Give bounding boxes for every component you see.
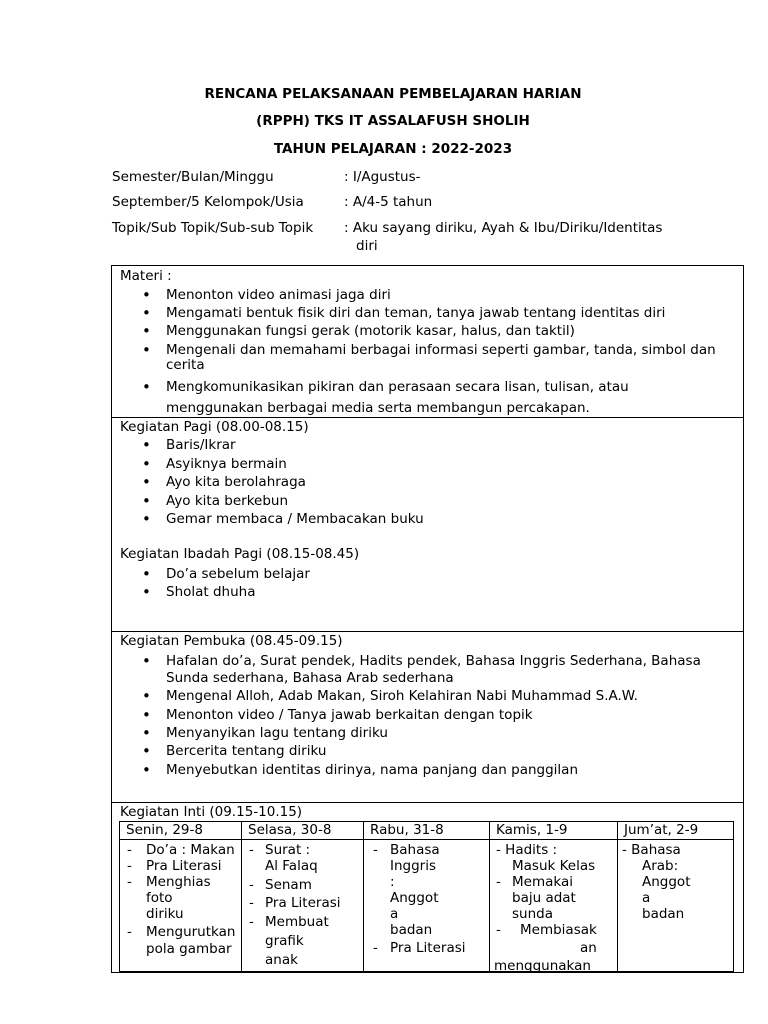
activity-text: menggunakan (494, 958, 591, 974)
activity-text: anak (265, 952, 298, 968)
activity-text: Do’a : Makan (146, 842, 235, 858)
inti-title: Kegiatan Inti (09.15-10.15) (120, 804, 303, 820)
dash: - (496, 922, 501, 938)
activity-text: Pra Literasi (146, 858, 222, 874)
dash: - (249, 842, 254, 858)
activity-text: Mengurutkan (146, 924, 236, 940)
list-item-cont: cerita (166, 357, 205, 373)
list-item: • Menonton video / Tanya jawab berkaitan dengan topik (166, 707, 743, 724)
activity-text: Membuat (265, 914, 329, 930)
materi-section (111, 265, 744, 418)
cell-senin (120, 840, 242, 972)
list-item: • Mengamati bentuk fisik diri dan teman, tanya jawab tentang identitas diri (166, 305, 743, 322)
dash: - (127, 842, 132, 858)
school-title: (RPPH) TKS IT ASSALAFUSH SHOLIH (256, 113, 530, 129)
meta-label-topik: Topik/Sub Topik/Sub-sub Topik (112, 220, 314, 236)
list-item: • Baris/Ikrar (166, 437, 743, 454)
dash: - (127, 874, 132, 890)
cell-rabu (364, 840, 490, 972)
meta-label-semester: Semester/Bulan/Minggu (112, 169, 274, 185)
day-header-senin: Senin, 29-8 (120, 822, 242, 840)
activity-text: diriku (146, 906, 184, 922)
table-row (120, 840, 734, 972)
pembuka-title: Kegiatan Pembuka (08.45-09.15) (120, 633, 343, 649)
dash: - (249, 895, 254, 911)
dash: - (127, 924, 132, 940)
activity-text: Anggot (642, 874, 691, 890)
pembuka-section (111, 631, 744, 803)
dash: - (249, 914, 254, 930)
activity-text: badan (642, 906, 685, 922)
dash: - (373, 940, 378, 956)
day-header-rabu: Rabu, 31-8 (364, 822, 490, 840)
activity-text: : (390, 874, 395, 890)
activity-text: Pra Literasi (265, 895, 341, 911)
activity-text: Membiasak (520, 922, 597, 938)
list-item: • Mengenali dan memahami berbagai informasi seperti gambar, tanda, simbol dan (166, 342, 743, 359)
list-item: • Sholat dhuha (166, 584, 743, 601)
dash: - (249, 877, 254, 893)
list-item: • Do’a sebelum belajar (166, 566, 743, 583)
activity-text: grafik (265, 933, 304, 949)
list-item: • Ayo kita berkebun (166, 493, 743, 510)
cell-jumat (618, 840, 734, 972)
activity-text: Anggot (390, 890, 439, 906)
cell-selasa (242, 840, 364, 972)
activity-text: - Bahasa (622, 842, 681, 858)
ibadah-title: Kegiatan Ibadah Pagi (08.15-08.45) (120, 546, 360, 562)
document-title: RENCANA PELAKSANAAN PEMBELAJARAN HARIAN (204, 86, 582, 102)
activity-text: Arab: (642, 858, 679, 874)
activity-text: sunda (512, 906, 553, 922)
list-item: • Asyiknya bermain (166, 456, 743, 473)
list-item: • Ayo kita berolahraga (166, 474, 743, 491)
weekly-schedule-table (119, 821, 734, 972)
meta-value-topik: : Aku sayang diriku, Ayah & Ibu/Diriku/Identitas (344, 220, 663, 236)
cell-kamis (490, 840, 618, 972)
pagi-section (111, 417, 744, 632)
activity-text: badan (390, 922, 433, 938)
pagi-title: Kegiatan Pagi (08.00-08.15) (120, 419, 309, 435)
activity-text: Inggris (390, 858, 437, 874)
activity-text: foto (146, 890, 173, 906)
day-header-selasa: Selasa, 30-8 (242, 822, 364, 840)
dash: - (373, 842, 378, 858)
day-header-kamis: Kamis, 1-9 (490, 822, 618, 840)
table-header-row (120, 822, 734, 840)
activity-text: Surat : (265, 842, 311, 858)
activity-text: pola gambar (146, 941, 232, 957)
activity-text: baju adat (512, 890, 576, 906)
academic-year: TAHUN PELAJARAN : 2022-2023 (273, 141, 513, 157)
activity-text: Masuk Kelas (512, 858, 596, 874)
dash: - (496, 874, 501, 890)
meta-label-kelompok: September/5 Kelompok/Usia (112, 194, 304, 210)
activity-text: Pra Literasi (390, 940, 466, 956)
list-item: • Menonton video animasi jaga diri (166, 287, 743, 304)
activity-text: an (580, 940, 597, 956)
list-item: • Mengenal Alloh, Adab Makan, Siroh Kelahiran Nabi Muhammad S.A.W. (166, 688, 743, 705)
activity-text: Al Falaq (265, 858, 318, 874)
activity-text: - Hadits : (496, 842, 558, 858)
meta-value-kelompok: : A/4-5 tahun (344, 194, 433, 210)
list-item: • Gemar membaca / Membacakan buku (166, 511, 743, 528)
dash: - (127, 858, 132, 874)
list-item: • Mengkomunikasikan pikiran dan perasaan secara lisan, tulisan, atau (166, 379, 743, 396)
meta-value-semester: : I/Agustus- (344, 169, 421, 185)
activity-text: Bahasa (390, 842, 440, 858)
list-item-cont: menggunakan berbagai media serta membangun percakapan. (166, 400, 590, 416)
list-item-cont: Sunda sederhana, Bahasa Arab sederhana (166, 670, 454, 686)
activity-text: Menghias (146, 874, 211, 890)
materi-title: Materi : (120, 268, 172, 284)
list-item: • Menyanyikan lagu tentang diriku (166, 725, 743, 742)
day-header-jumat: Jum’at, 2-9 (618, 822, 734, 840)
list-item: • Bercerita tentang diriku (166, 743, 743, 760)
activity-text: Senam (265, 877, 312, 893)
activity-text: a (642, 890, 651, 906)
activity-text: Memakai (512, 874, 573, 890)
meta-value-topik-cont: diri (356, 238, 378, 254)
list-item: • Menggunakan fungsi gerak (motorik kasar, halus, dan taktil) (166, 323, 743, 340)
list-item: • Menyebutkan identitas dirinya, nama panjang dan panggilan (166, 762, 743, 779)
activity-text: a (390, 906, 399, 922)
list-item: • Hafalan do’a, Surat pendek, Hadits pendek, Bahasa Inggris Sederhana, Bahasa (166, 653, 743, 670)
